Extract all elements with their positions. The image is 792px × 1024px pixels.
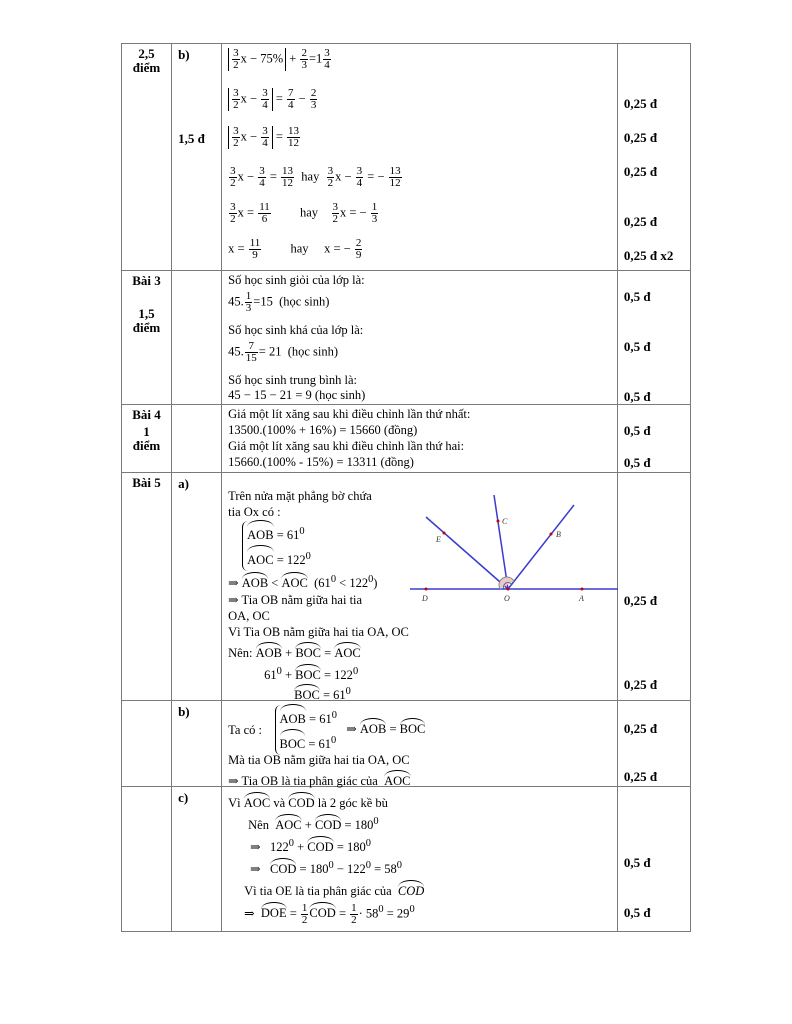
points-cell: Bài 3 1,5 điểm [122, 271, 172, 405]
solution-cell: Trên nửa mặt phẳng bờ chứa tia Ox có : AOB = $61^0$ AOC = $122^0$ ⇒ AOB < AOC $(61^0 < 122^0)$ ⇒ Tia OB nằm giữa hai tia OA, OC Vì Tia OB nằm giữa hai tia OA, OC Nên: AOB + BOC = AOC $61^0$ + BOC = $122^0$ BOC = $61^0$ C B E D O A [222, 473, 618, 701]
solution-cell: Giá một lít xăng sau khi điều chỉnh lần thứ nhất: 13500.(100% + 16%) = 15660 (đồng) Giá một lít xăng sau khi điều chỉnh lần thứ hai: 15660.(100% - 15%) = 13311 (đồng) [222, 405, 618, 473]
equation-line: $\frac{3}{2}$ x − $\frac{3}{4}$ = $\frac{13}{12}$ hay $\frac{3}{2}$ x − $\frac{3}{4}$ = − $\frac{13}{12}$ [230, 165, 401, 189]
part-label: b) [178, 47, 190, 62]
part-cell: c) [172, 787, 222, 932]
score: 0,25 đ [623, 214, 658, 229]
score-cell: 0,5 đ 0,5 đ [617, 405, 690, 473]
score: 0,25 đ [623, 164, 658, 179]
solution-cell: Ta có : AOB = $61^0$ BOC = $61^0$ ⇒ AOB = BOC Mà tia OB nằm giữa hai tia OA, OC ⇒ Tia OB là tia phân giác của AOC [222, 701, 618, 787]
point-label: A [579, 594, 585, 603]
point-label: B [556, 530, 562, 539]
point-label: O [504, 594, 510, 603]
score-cell: 0,5 đ 0,5 đ 0,5 đ [617, 271, 690, 405]
part-cell: a) [172, 473, 222, 701]
point-label: D [422, 594, 428, 603]
subpoints-label: 1,5 đ [178, 131, 205, 146]
solution-cell [222, 44, 618, 271]
solution-cell: Số học sinh giỏi của lớp là: 45. $\frac{1}{3}$ =15 (học sinh) Số học sinh khá của lớp là: 45. $\frac{7}{15}$ = 21 (học sinh) Số học sinh trung bình là: 45 − 15 − 21 = 9 (học sinh) [222, 271, 618, 405]
score-cell: 0,5 đ 0,5 đ [617, 787, 690, 932]
points-cell: Bài 5 [122, 473, 172, 701]
equation-line: $\frac{3}{2}$ x − 75% + $\frac{2}{3}$ =1 $\frac{3}{4}$ [228, 48, 332, 71]
point-label: C [502, 517, 508, 526]
score: 0,25 đ x2 [623, 248, 674, 263]
point-label: E [436, 535, 442, 544]
part-cell [172, 405, 222, 473]
equation-line: $\frac{3}{2}$ x − $\frac{3}{4}$ = $\frac{7}{4}$ − $\frac{2}{3}$ [228, 88, 318, 111]
points-cell: 2,5 điểm [122, 44, 172, 271]
points-cell [122, 701, 172, 787]
points-cell [122, 787, 172, 932]
solution-cell: Vì AOC và COD là 2 góc kề bù Nên AOC + COD = $180^0$ ⇒ $122^0$ + COD = $180^0$ ⇒ COD = $180^0 - 122^0 = 58^0$ Vì tia OE là tia phân giác của COD ⇒ DOE = $\frac{1}{2}$ COD = $\frac{1}{2}$ · $58^0 = 29^0$ [222, 787, 618, 932]
part-cell: b) [172, 701, 222, 787]
equation-line: x = $\frac{11}{9}$ hay x = − $\frac{2}{9}$ [228, 237, 362, 261]
points-cell: Bài 4 1 điểm [122, 405, 172, 473]
score-cell: 0,25 đ 0,25 đ [617, 473, 690, 701]
score-cell [617, 44, 690, 271]
part-cell [172, 44, 222, 271]
score-cell: 0,25 đ 0,25 đ [617, 701, 690, 787]
angle-figure [408, 493, 618, 609]
equation-line: $\frac{3}{2}$ x − $\frac{3}{4}$ = $\frac{13}{12}$ [228, 126, 301, 149]
answer-table [121, 43, 691, 932]
part-cell [172, 271, 222, 405]
equation-line: $\frac{3}{2}$ x = $\frac{11}{6}$ hay $\frac{3}{2}$ x = − $\frac{1}{3}$ [230, 201, 378, 225]
score: 0,25 đ [623, 96, 658, 111]
score: 0,25 đ [623, 130, 658, 145]
